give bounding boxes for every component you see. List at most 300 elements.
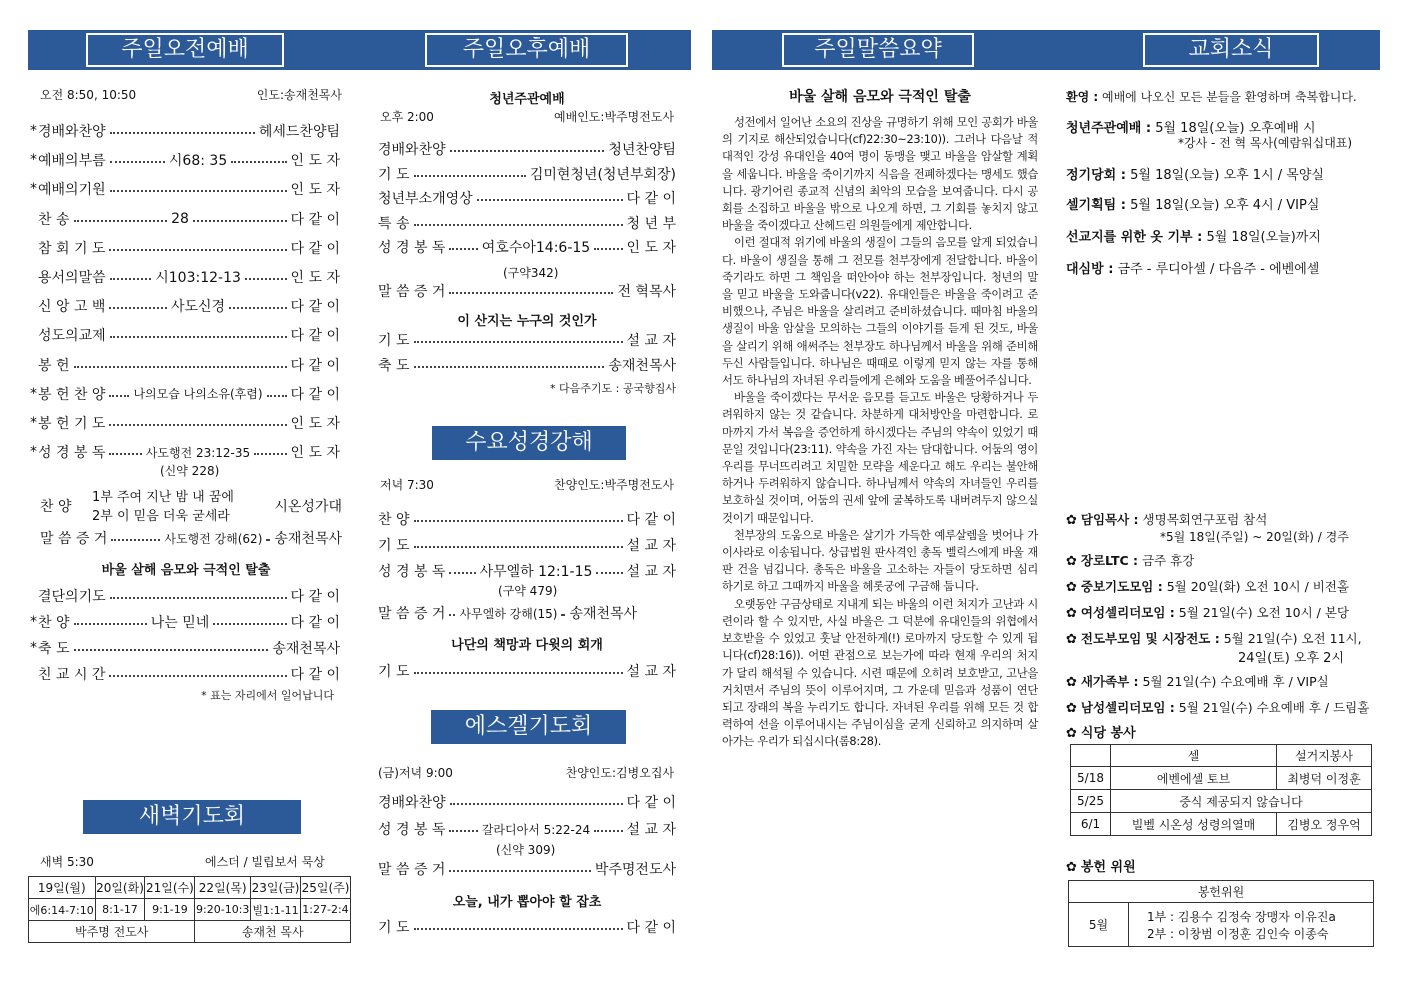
dot-leader xyxy=(267,395,287,397)
morning-sermon-title: 바울 살해 음모와 극적인 탈출 xyxy=(101,563,271,578)
news-bullet-item xyxy=(1066,629,1362,647)
sermon-paragraph: 성전에서 일어난 소요의 진상을 규명하기 위해 모인 공회가 바울의 기지로 해산되었습니다(cf)22:30~23:10)). 그러나 다음날 적대적인 강성 유대인을 40여 명이 동맹을 맺고 바울을 암살할 계획을 세웁니다. 바울을 죽이기까지 식음을 전폐하겠다는 맹세도 했습니다. 광기어린 종교적 신념의 최악의 모습을 보여줍니다. 다시 공회를 소집하고 바울을 밖으로 나오게 하면, 그 기회를 놓치지 않고 바울을 죽이겠다고 산헤드린 의원들에게 제안합니다. xyxy=(722,116,1038,233)
news-mission xyxy=(1066,226,1321,245)
news-bullet-text: 5월 21일(수) 오전 10시 / 본당 xyxy=(1178,605,1349,620)
dot-leader xyxy=(229,307,286,309)
row-right: 설 교 자 xyxy=(626,564,677,580)
row-label: 참 회 기 도 xyxy=(38,240,106,257)
dot-leader xyxy=(109,453,141,455)
row-right: 설 교 자 xyxy=(626,822,677,838)
news-bullet-item xyxy=(1066,698,1369,716)
order-row xyxy=(378,354,676,376)
row-mid: 사무엘하 12:1-15 xyxy=(479,564,593,580)
order-row xyxy=(30,237,340,259)
order-row xyxy=(378,818,676,840)
row-right: 다 같 이 xyxy=(626,795,676,811)
wednesday-service xyxy=(378,472,676,692)
wednesday-sermon-title: 나단의 책망과 다윗의 회개 xyxy=(451,638,603,653)
row-right: 다 같 이 xyxy=(290,328,340,345)
dawn-passage: 9:20-10:3 xyxy=(195,899,251,921)
offering-line-1: 1부 : 김용수 김정숙 장맹자 이유진a xyxy=(1147,909,1336,924)
dawn-day: 20일(화) xyxy=(95,877,145,899)
news-youth-text: 5월 18일(오늘) 오후예배 시 xyxy=(1155,121,1316,136)
row-mid: 시103:12-13 xyxy=(155,270,241,286)
order-row xyxy=(378,660,676,682)
row-right: 헤세드찬양팀 xyxy=(258,124,340,140)
order-row xyxy=(378,236,676,258)
news-bullet-text: 5월 21일(수) 수요예배 후 / VIP실 xyxy=(1142,674,1329,689)
order-row xyxy=(30,637,340,659)
offering-table xyxy=(1068,880,1374,947)
news-pastor-sub: *5월 18일(주일) ~ 20일(화) / 경주 xyxy=(1160,530,1349,544)
row-label: 청년부소개영상 xyxy=(378,191,473,207)
star-mark: * xyxy=(30,640,37,656)
morning-hymn-label: 찬 양 xyxy=(40,499,72,515)
dot-leader xyxy=(449,614,455,616)
wednesday-leader: 찬양인도:박주명전도사 xyxy=(554,478,674,492)
order-row xyxy=(30,208,340,230)
news-bullet-label: 중보기도모임 : xyxy=(1080,579,1163,594)
offering-head: 봉헌위원 xyxy=(1069,881,1374,903)
afternoon-heading: 청년주관예배 xyxy=(489,92,565,107)
dawn-day: 22일(목) xyxy=(195,877,251,899)
dot-leader xyxy=(449,870,590,872)
dot-leader xyxy=(109,395,129,397)
dawn-passages-row xyxy=(29,899,351,921)
news-offering xyxy=(1066,856,1136,875)
ezekiel-sermon-row xyxy=(378,858,676,880)
row-right: 설 교 자 xyxy=(626,664,676,680)
row-right: 설 교 자 xyxy=(626,333,676,349)
news-bullet-text: 5월 21일(수) 오전 11시, xyxy=(1223,631,1362,646)
dot-leader xyxy=(109,307,166,309)
news-bullet-text: 금주 휴강 xyxy=(1142,553,1195,568)
row-right: 박주명전도사 xyxy=(594,862,676,878)
top-banner-right xyxy=(712,30,1380,70)
cafeteria-head-dish: 설거지봉사 xyxy=(1277,745,1372,767)
dawn-time: 새벽 5:30 xyxy=(40,855,94,869)
dot-leader xyxy=(110,190,287,192)
row-right: 청 년 부 xyxy=(626,215,676,232)
row-label: 말 씀 증 거 xyxy=(378,862,446,878)
order-row xyxy=(30,149,340,171)
dawn-passage: 9:1-19 xyxy=(145,899,195,921)
sermon-summary xyxy=(722,86,1038,946)
cafeteria-head-cell: 셀 xyxy=(1111,745,1277,767)
cafeteria-cell: 중식 제공되지 않습니다 xyxy=(1111,790,1372,813)
row-label: 기 도 xyxy=(378,333,410,349)
order-row xyxy=(378,212,676,234)
cafeteria-row xyxy=(1071,790,1372,813)
morning-sermon-row xyxy=(40,527,342,549)
wednesday-title: 수요성경강해 xyxy=(432,426,626,460)
star-mark: * xyxy=(30,444,37,461)
row-label: 성 경 봉 독 xyxy=(38,445,106,462)
news-bullet-text: 생명목회연구포럼 참석 xyxy=(1142,512,1268,527)
news-welcome-text: 예배에 나오신 모든 분들을 환영하며 축복합니다. xyxy=(1102,90,1357,104)
star-mark: * xyxy=(30,152,37,169)
dot-leader xyxy=(213,623,286,625)
row-label: 친 교 시 간 xyxy=(38,667,106,683)
cafeteria-date: 5/18 xyxy=(1071,767,1111,790)
news-cell xyxy=(1066,194,1319,213)
row-label: 경배와찬양 xyxy=(38,124,106,140)
ezekiel-sermon-title: 오늘, 내가 뽑아야 할 잡초 xyxy=(452,895,602,910)
order-row xyxy=(30,120,340,142)
dot-leader xyxy=(414,366,605,368)
dawn-leader-2: 송재천 목사 xyxy=(195,921,351,943)
row-right: 다 같 이 xyxy=(290,240,340,257)
row-label: 축 도 xyxy=(38,641,70,657)
dawn-day: 19일(월) xyxy=(29,877,96,899)
row-label: 찬 양 xyxy=(378,512,410,528)
dot-leader xyxy=(414,224,623,226)
wednesday-scripture-page: (구약 479) xyxy=(498,584,558,598)
cafeteria-head-date xyxy=(1071,745,1111,767)
ezekiel-service xyxy=(378,760,676,950)
row-right: 청년찬양팀 xyxy=(608,142,676,158)
cafeteria-dish: 최병덕 이정훈 xyxy=(1277,767,1372,790)
row-label: 성도의교제 xyxy=(38,328,106,345)
morning-note: * 표는 자리에서 일어납니다 xyxy=(201,689,334,702)
news-cafeteria xyxy=(1066,722,1136,741)
dot-leader xyxy=(561,614,565,616)
row-label: 기 도 xyxy=(378,920,410,936)
news-council-label: 정기당회 : xyxy=(1066,168,1126,183)
row-label: 성 경 봉 독 xyxy=(378,822,446,838)
dawn-title: 새벽기도회 xyxy=(83,800,301,834)
dot-leader xyxy=(74,649,269,651)
news-mission-text: 5월 18일(오늘)까지 xyxy=(1206,230,1321,245)
cafeteria-table xyxy=(1070,744,1372,836)
dawn-books: 에스더 / 빌립보서 묵상 xyxy=(205,855,325,869)
afternoon-leader: 예배인도:박주명전도사 xyxy=(554,110,674,124)
row-right: 다 같 이 xyxy=(626,920,676,936)
ezekiel-scripture-page: (신약 309) xyxy=(496,843,556,857)
news-visitation xyxy=(1066,258,1319,277)
cafeteria-date: 6/1 xyxy=(1071,813,1111,836)
order-row xyxy=(30,324,340,346)
news-bullet-label: 여성셀리더모임 : xyxy=(1080,605,1175,620)
row-right: 인 도 자 xyxy=(290,270,341,286)
order-row xyxy=(378,187,676,209)
news-bullet-item xyxy=(1066,551,1194,569)
morning-leader: 인도:송재천목사 xyxy=(256,88,342,102)
row-mid: 사무엘하 강해(15) xyxy=(459,606,558,621)
news-welcome-label: 환영 : xyxy=(1066,90,1099,104)
row-right: 인 도 자 xyxy=(626,240,676,256)
dot-leader xyxy=(449,830,477,832)
afternoon-time: 오후 2:00 xyxy=(380,110,434,124)
morning-hymn-line1: 1부 주여 지난 밤 내 꿈에 xyxy=(92,490,234,505)
dot-leader xyxy=(254,453,286,455)
order-row xyxy=(30,295,340,317)
dot-leader xyxy=(74,366,287,368)
ezekiel-time: (금)저녁 9:00 xyxy=(378,766,453,780)
row-mid: 나는 믿네 xyxy=(150,615,210,631)
dot-leader xyxy=(477,199,623,201)
row-label: 예배의부름 xyxy=(38,153,106,170)
banner-afternoon: 주일오후예배 xyxy=(425,33,628,67)
sermon-paragraph: 이런 절대적 위기에 바울의 생질이 그들의 음모를 알게 되었습니다. 바울이 생질을 통해 그 전모를 천부장에게 전달합니다. 바울이 죽기라도 하면 그 책임을 떠안아야 하는 천부장입니다. 청년의 말을 믿고 바울을 도와줍니다(v22). 유대인들은 바울을 죽이려고 준비했으나, 주님은 바울을 살리려고 준비하셨습니다. 때마침 바울의 생질이 바울 암살을 모의하는 그들의 이야기를 듣게 된 것도, 바울을 살리기 위해 애써주는 천부장도 하나님께서 바울을 위해 준비해두신 사람들입니다. 하나님은 때때로 이렇게 믿지 않는 자를 통해서도 하나님의 자녀된 우리들에게 은혜와 도움을 베풀어주십니다. xyxy=(722,236,1038,388)
row-right: 다 같 이 xyxy=(626,512,676,528)
dot-leader xyxy=(414,928,623,930)
order-row xyxy=(30,383,340,405)
cafeteria-dish: 김병오 정우억 xyxy=(1277,813,1372,836)
row-label: 기 도 xyxy=(378,664,410,680)
row-mid: 시68: 35 xyxy=(168,153,228,170)
cafeteria-row xyxy=(1071,767,1372,790)
row-right: 다 같 이 xyxy=(290,667,340,683)
offering-row xyxy=(1069,903,1374,947)
row-mid: 사도행전 23:12-35 xyxy=(145,445,251,460)
dot-leader xyxy=(449,248,477,250)
star-mark: * xyxy=(30,614,37,630)
cafeteria-cell: 에벤에셀 토브 xyxy=(1111,767,1277,790)
sermon-paragraph: 오랫동안 구금상태로 지내게 되는 바울의 이런 처지가 고난과 시련이라 할 수 있지만, 사실 바울은 그 덕분에 유대인들의 위협에서 보호받을 수 있었고 훗날 안전하게(!) 로마까지 당도할 수 있게 됩니다(cf)28:16)). 어떤 관점으로 보는가에 따라 현재 우리의 처지가 달리 해석될 수 있습니다. 시련 때문에 오히려 보호받고, 고난을 거치면서 주님의 뜻이 이루어지며, 그 가운데 믿음과 성품이 연단되고 장래의 복을 누리기도 합니다. 자녀된 우리를 위해 모든 것 합력하여 선을 이루어내시는 주님이심을 굳게 신뢰하고 의지하며 살아가는 우리가 되십시다(롬8:28). xyxy=(722,597,1038,749)
dot-leader xyxy=(110,336,287,338)
wednesday-time: 저녁 7:30 xyxy=(380,478,434,492)
afternoon-scripture-page: (구약342) xyxy=(503,266,559,280)
news-mission-label: 선교지를 위한 옷 기부 : xyxy=(1066,230,1203,245)
row-right: 다 같 이 xyxy=(626,191,676,207)
top-banner-left xyxy=(28,30,691,70)
news-visitation-text: 금주 - 루디아셀 / 다음주 - 에벤에셀 xyxy=(1117,262,1320,277)
row-label: 경배와찬양 xyxy=(378,795,446,811)
star-mark: * xyxy=(30,415,37,431)
order-row xyxy=(30,585,340,607)
row-right: 다 같 이 xyxy=(290,211,340,228)
dot-leader xyxy=(414,175,526,177)
news-bullet-text: 5월 21일(수) 수요예배 후 / 드림홀 xyxy=(1178,700,1370,715)
flower-icon: ✿ xyxy=(1066,554,1077,569)
news-youth-label: 청년주관예배 : xyxy=(1066,121,1152,136)
afternoon-next-prayer: * 다음주기도 : 공국향집사 xyxy=(550,382,676,395)
sermon-body xyxy=(722,114,1038,751)
row-mid: 28 xyxy=(171,210,189,227)
dawn-leader-1: 박주명 전도사 xyxy=(29,921,195,943)
news-bullet-label: 남성셀리더모임 : xyxy=(1080,700,1175,715)
dot-leader xyxy=(231,161,286,163)
star-mark: * xyxy=(30,385,37,402)
dawn-days-row xyxy=(29,877,351,899)
afternoon-sermon-row xyxy=(378,280,676,302)
dawn-day: 21일(수) xyxy=(145,877,195,899)
order-row xyxy=(30,441,340,463)
news-offering-label: 봉헌 위원 xyxy=(1080,860,1136,875)
cafeteria-date: 5/25 xyxy=(1071,790,1111,813)
dot-leader xyxy=(74,220,168,222)
morning-hymn-choir: 시온성가대 xyxy=(274,499,342,515)
sermon-paragraph: 바울을 죽이겠다는 무서운 음모를 듣고도 바울은 당황하거나 두려워하지 않는 것 같습니다. 차분하게 대처방안을 마련합니다. 로마까지 가서 복음을 증언하게 하시겠다는 주님의 약속이 있었기 때문일 것입니다(23:11). 약속을 가진 자는 담대합니다. 어둠의 영이 우리를 무너뜨리려고 치밀한 모략을 세운다고 해도 우리는 불안해하거나 두려워하지 않습니다. 하나님께서 약속의 자녀들인 우리를 보호하실 것이며, 어둠의 권세 앞에 굴복하도록 내버려두지 않으실 것이기 때문입니다. xyxy=(722,391,1038,525)
dawn-day: 23일(금) xyxy=(251,877,301,899)
news-bullet-item xyxy=(1066,603,1349,621)
dawn-passage: 에6:14-7:10 xyxy=(29,899,96,921)
offering-head-row xyxy=(1069,881,1374,903)
dot-leader xyxy=(449,572,475,574)
order-row xyxy=(378,791,676,813)
news-bullet-label: 장로LTC : xyxy=(1080,553,1139,568)
afternoon-service xyxy=(378,84,676,404)
news-bullet-label: 전도부모임 및 시장전도 : xyxy=(1080,631,1220,646)
row-label: 경배와찬양 xyxy=(378,142,446,158)
morning-service xyxy=(30,82,342,702)
morning-time: 오전 8:50, 10:50 xyxy=(40,88,137,102)
row-mid: 사도신경 xyxy=(170,299,226,316)
row-label: 기 도 xyxy=(378,166,410,183)
dot-leader xyxy=(414,546,623,548)
banner-morning: 주일오전예배 xyxy=(86,33,284,67)
news-bullet-label: 담임목사 : xyxy=(1080,512,1139,527)
order-row xyxy=(30,354,340,376)
dawn-passage: 8:1-17 xyxy=(95,899,145,921)
dot-leader xyxy=(110,132,255,134)
news-bullet-item xyxy=(1066,510,1267,528)
offering-month: 5월 xyxy=(1069,903,1129,947)
dawn-passage: 1:27-2:4 xyxy=(300,899,350,921)
order-row xyxy=(378,916,676,938)
order-row xyxy=(378,508,676,530)
sermon-paragraph: 천부장의 도움으로 바울은 살기가 가득한 예루살렘을 벗어나 가이사라로 이송됩니다. 상급법원 판사격인 총독 벨릭스에게 바울 재판 건을 넘깁니다. 총독은 바울을 고소하는 자들이 당도하면 심리하기로 하고 그때까지 바울을 헤롯궁에 구금해 둡니다. xyxy=(722,528,1038,594)
row-right: 다 같 이 xyxy=(290,299,341,316)
star-mark: * xyxy=(30,181,37,198)
dot-leader xyxy=(109,424,286,426)
flower-icon: ✿ xyxy=(1066,726,1077,741)
sermon-title: 바울 살해 음모와 극적인 탈출 xyxy=(789,89,971,105)
afternoon-sermon-title: 이 산지는 누구의 것인가 xyxy=(457,314,597,329)
news-visitation-label: 대심방 : xyxy=(1066,262,1114,277)
dot-leader xyxy=(111,539,160,541)
news-cafeteria-label: 식당 봉사 xyxy=(1080,726,1136,741)
news-cell-text: 5월 18일(오늘) 오후 4시 / VIP실 xyxy=(1130,198,1320,213)
news-council xyxy=(1066,164,1324,183)
dot-leader xyxy=(450,150,605,152)
row-label: 봉 헌 xyxy=(38,357,70,374)
row-mid: 갈라디아서 5:22-24 xyxy=(481,822,591,837)
church-news xyxy=(1064,86,1380,956)
row-label: 특 송 xyxy=(378,215,410,232)
morning-scripture-page: (신약 228) xyxy=(160,464,220,478)
ezekiel-title: 에스겔기도회 xyxy=(431,710,626,744)
news-evangel-sub: 24일(토) 오후 2시 xyxy=(1238,651,1345,666)
dot-leader xyxy=(245,278,287,280)
dot-leader xyxy=(594,830,622,832)
news-youth-sub: *강사 - 전 혁 목사(예람워십대표) xyxy=(1178,136,1353,150)
news-bullet-text: 5월 20일(화) 오전 10시 / 비전홀 xyxy=(1166,579,1349,594)
row-right: 다 같 이 xyxy=(290,589,340,605)
flower-icon: ✿ xyxy=(1066,701,1077,716)
row-label: 말 씀 증 거 xyxy=(378,284,446,300)
row-label: 용서의말씀 xyxy=(38,270,106,286)
news-bullet-item xyxy=(1066,577,1349,595)
row-label: 신 앙 고 백 xyxy=(38,299,106,316)
row-right: 다 같 이 xyxy=(290,615,340,631)
order-row xyxy=(30,266,340,288)
dawn-leaders-row xyxy=(29,921,351,943)
news-council-text: 5월 18일(오늘) 오후 1시 / 목양실 xyxy=(1130,168,1324,183)
dot-leader xyxy=(414,672,623,674)
row-label: 예배의기원 xyxy=(38,182,106,199)
order-row xyxy=(30,412,340,434)
flower-icon: ✿ xyxy=(1066,606,1077,621)
flower-icon: ✿ xyxy=(1066,580,1077,595)
order-row xyxy=(378,534,676,556)
dot-leader xyxy=(449,292,613,294)
dot-leader xyxy=(109,675,286,677)
offering-names xyxy=(1129,903,1374,947)
star-mark: * xyxy=(30,123,37,139)
dot-leader xyxy=(596,572,622,574)
row-right: 다 같 이 xyxy=(290,386,341,403)
row-right: 송재천목사 xyxy=(608,358,676,374)
news-bullet-item xyxy=(1066,672,1329,690)
row-right: 인 도 자 xyxy=(290,445,340,462)
order-row xyxy=(30,663,340,685)
row-right: 송재천목사 xyxy=(569,606,638,622)
row-label: 말 씀 증 거 xyxy=(378,606,446,622)
row-label: 기 도 xyxy=(378,538,410,554)
row-label: 봉 헌 기 도 xyxy=(38,416,106,432)
row-right: 설 교 자 xyxy=(626,538,676,554)
dot-leader xyxy=(193,220,287,222)
row-right: 인 도 자 xyxy=(290,182,340,199)
order-row xyxy=(378,329,676,351)
banner-news: 교회소식 xyxy=(1143,33,1319,67)
order-row xyxy=(30,611,340,633)
news-welcome xyxy=(1066,88,1357,105)
order-row xyxy=(378,138,676,160)
row-label: 찬 송 xyxy=(38,211,70,228)
row-right: 송재천목사 xyxy=(274,531,342,547)
dawn-day: 25일(주) xyxy=(300,877,350,899)
news-cell-label: 셀기획팀 : xyxy=(1066,198,1126,213)
row-right: 김미현청년(청년부회장) xyxy=(529,166,676,183)
order-row xyxy=(378,163,676,185)
dot-leader xyxy=(109,249,286,251)
dot-leader xyxy=(110,278,152,280)
row-mid: 여호수아14:6-15 xyxy=(481,240,591,256)
cafeteria-head-row xyxy=(1071,745,1372,767)
dawn-table xyxy=(28,876,351,943)
row-mid: 사도행전 강해(62) xyxy=(164,531,263,546)
dot-leader xyxy=(414,520,623,522)
row-label: 말 씀 증 거 xyxy=(40,531,108,547)
cafeteria-cell: 빌벨 시온성 성령의열매 xyxy=(1111,813,1277,836)
row-right: 송재천목사 xyxy=(272,641,340,657)
row-right: 인 도 자 xyxy=(290,416,340,432)
flower-icon: ✿ xyxy=(1066,675,1077,690)
flower-icon: ✿ xyxy=(1066,513,1077,528)
ezekiel-leader: 찬양인도:김병오집사 xyxy=(565,766,674,780)
row-label: 봉 헌 찬 양 xyxy=(38,386,106,403)
flower-icon: ✿ xyxy=(1066,860,1077,875)
row-label: 결단의기도 xyxy=(38,589,106,605)
morning-hymn-line2: 2부 이 믿음 더욱 굳세라 xyxy=(92,509,230,524)
dot-leader xyxy=(110,161,165,163)
dot-leader xyxy=(74,623,147,625)
flower-icon: ✿ xyxy=(1066,632,1077,647)
row-right: 인 도 자 xyxy=(290,153,340,170)
cafeteria-row xyxy=(1071,813,1372,836)
row-label: 성 경 봉 독 xyxy=(378,564,446,580)
wednesday-sermon-row xyxy=(378,602,676,624)
order-row xyxy=(30,178,340,200)
dot-leader xyxy=(266,539,270,541)
offering-line-2: 2부 : 이창범 이정훈 김인숙 이종숙 xyxy=(1147,926,1329,941)
dot-leader xyxy=(110,597,287,599)
banner-sermon: 주일말씀요약 xyxy=(782,33,974,67)
row-label: 성 경 봉 독 xyxy=(378,240,446,256)
